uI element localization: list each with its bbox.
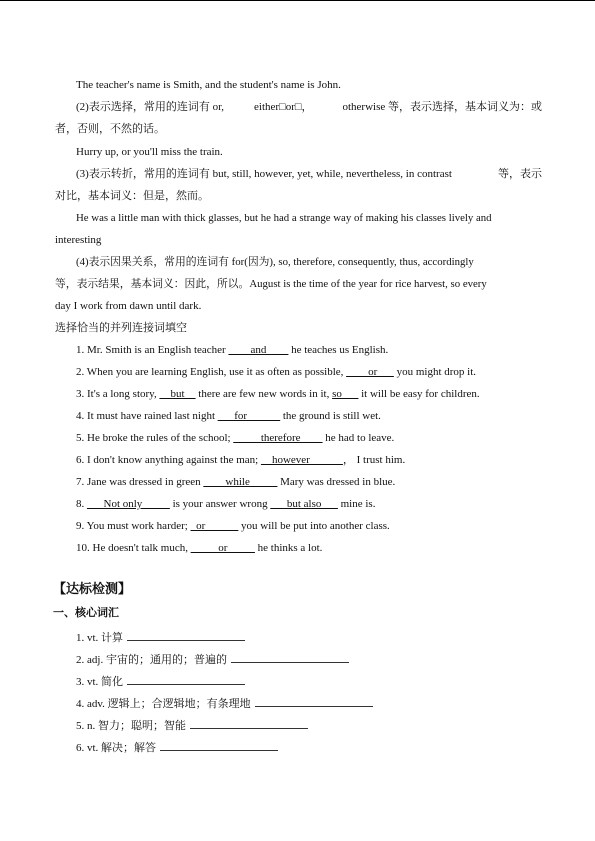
vocab-item <box>76 629 245 645</box>
answer-blank: _____or_____ <box>190 542 255 554</box>
answer-blank: ____or___ <box>346 366 394 378</box>
answer-blank: ____while_____ <box>203 476 278 488</box>
vocab-label: 4. adv. 逻辑上；合逻辑地；有条理地 <box>76 698 251 710</box>
answer-blank: ___but also___ <box>270 498 338 510</box>
vocab-item <box>76 717 308 733</box>
answer-blank: _____therefore____ <box>233 432 323 444</box>
vocab-item <box>76 739 278 755</box>
exercise-item <box>76 365 476 379</box>
vocab-item <box>76 651 349 667</box>
point-3-text-b: 等，表示 <box>498 168 542 180</box>
example-sentence-3-line-2: interesting <box>55 234 102 246</box>
exercise-item <box>76 497 375 511</box>
vocab-item <box>76 695 373 711</box>
exercise-item <box>76 453 405 467</box>
item-text: 2. When you are learning English, use it as often as possible, <box>76 366 347 378</box>
point-3-line-2: 对比，基本词义：但是，然而。 <box>55 190 209 202</box>
vocab-answer-line[interactable] <box>190 717 308 729</box>
item-text: it will be easy for children. <box>358 388 480 400</box>
item-text: there are few new words in it, <box>195 388 333 400</box>
section-subtitle: 一、核心词汇 <box>53 606 119 619</box>
section-title: 【达标检测】 <box>53 582 132 597</box>
vocab-answer-line[interactable] <box>127 673 245 685</box>
item-text: is your answer wrong <box>169 498 271 510</box>
point-4-line-1: (4)表示因果关系，常用的连词有 for(因为), so, therefore, consequently, thus, accordingly <box>76 256 474 268</box>
vocab-answer-line[interactable] <box>255 695 373 707</box>
answer-blank: ___Not only_____ <box>87 498 170 510</box>
exercise-item <box>76 343 388 357</box>
exercise-title: 选择恰当的并列连接词填空 <box>55 322 187 334</box>
item-text: he teaches us English. <box>288 344 389 356</box>
answer-blank: __however______ <box>260 454 343 466</box>
example-sentence-3-line-1: He was a little man with thick glasses, but he had a strange way of making his classes lively and <box>76 212 492 224</box>
answer-blank: _or______ <box>190 520 239 532</box>
answer-blank: __but__ <box>159 388 196 400</box>
exercise-item <box>76 541 322 555</box>
vocab-answer-line[interactable] <box>231 651 349 663</box>
vocab-label: 6. vt. 解决；解答 <box>76 742 157 754</box>
point-2-text-a: (2)表示选择，常用的连词有 or, <box>76 101 225 113</box>
item-text: 7. Jane was dressed in green <box>76 476 204 488</box>
vocab-answer-line[interactable] <box>127 629 245 641</box>
vocab-label: 2. adj. 宇宙的；通用的；普遍的 <box>76 654 227 666</box>
answer-blank: so___ <box>332 388 359 400</box>
point-2-text-b: either□or□， <box>254 101 313 113</box>
exercise-item <box>76 387 480 401</box>
exercise-item <box>76 431 394 445</box>
page-top-rule <box>0 0 595 1</box>
answer-blank: ____and____ <box>228 344 289 356</box>
exercise-item <box>76 475 395 489</box>
item-text: 10. He doesn't talk much, <box>76 542 191 554</box>
exercise-item <box>76 409 381 423</box>
point-3-text-a: (3)表示转折，常用的连词有 but, still, however, yet, while, nevertheless, in contrast <box>76 168 452 180</box>
vocab-answer-line[interactable] <box>160 739 278 751</box>
answer-blank: ___for______ <box>217 410 281 422</box>
item-text: mine is. <box>337 498 376 510</box>
item-text: the ground is still wet. <box>280 410 381 422</box>
example-sentence-2: Hurry up, or you'll miss the train. <box>76 146 223 158</box>
item-text: you will be put into another class. <box>238 520 390 532</box>
item-text: he thinks a lot. <box>254 542 323 554</box>
point-2-line-2: 者，否则，不然的话。 <box>55 123 165 135</box>
exercise-item <box>76 519 390 533</box>
item-text: you might drop it. <box>393 366 477 378</box>
point-2-text-c: otherwise 等，表示选择，基本词义为：或 <box>342 101 542 113</box>
point-4-line-3: day I work from dawn until dark. <box>55 300 202 312</box>
item-text: 9. You must work harder; <box>76 520 191 532</box>
item-text: ， I trust him. <box>342 454 406 466</box>
vocab-label: 3. vt. 简化 <box>76 676 124 688</box>
vocab-label: 1. vt. 计算 <box>76 632 124 644</box>
item-text: he had to leave. <box>322 432 395 444</box>
item-text: 4. It must have rained last night <box>76 410 218 422</box>
item-text: 1. Mr. Smith is an English teacher <box>76 344 229 356</box>
point-3-line-1 <box>76 167 542 181</box>
point-4-line-2: 等，表示结果，基本词义：因此，所以。August is the time of the year for rice harvest, so every <box>55 278 487 290</box>
item-text: 3. It's a long story, <box>76 388 160 400</box>
item-text: 6. I don't know anything against the man; <box>76 454 261 466</box>
point-2-line-1 <box>76 100 542 114</box>
item-text: 5. He broke the rules of the school; <box>76 432 234 444</box>
vocab-label: 5. n. 智力；聪明；智能 <box>76 720 186 732</box>
example-sentence-1: The teacher's name is Smith, and the student's name is John. <box>76 79 341 91</box>
item-text: 8. <box>76 498 87 510</box>
item-text: Mary was dressed in blue. <box>277 476 396 488</box>
vocab-item <box>76 673 245 689</box>
